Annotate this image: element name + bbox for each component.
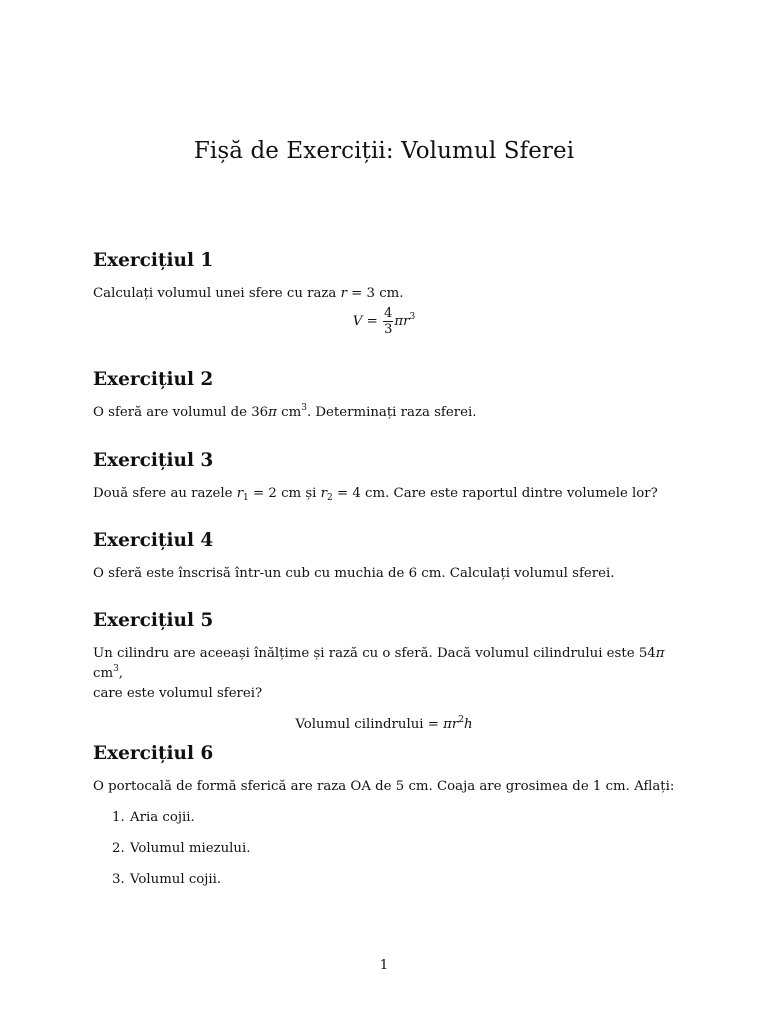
page-title: Fișă de Exerciții: Volumul Sferei (193, 138, 575, 164)
task-list (93, 808, 675, 890)
list-item: 3. Volumul cojii. (112, 872, 222, 887)
worksheet-page (93, 0, 675, 1024)
exercise-text: O sferă este înscrisă într-un cub cu muchia de 6 cm. Calculați volumul sferei. (93, 566, 615, 581)
exercise-6 (93, 742, 675, 901)
exercise-heading: Exercițiul 4 (93, 530, 214, 551)
exercise-5 (93, 609, 675, 735)
list-item: 2. Volumul miezului. (112, 841, 251, 856)
exercise-heading: Exercițiul 2 (93, 369, 214, 390)
sphere-volume-formula: V = $\frac{4}{3}$ $\pi r^3$ (352, 306, 416, 337)
exercise-2 (93, 368, 675, 423)
exercise-3 (93, 449, 675, 504)
exercise-heading: Exercițiul 3 (93, 450, 214, 471)
page-number: 1 (379, 958, 389, 973)
exercise-text: Calculați volumul unei sfere cu raza r = 3 cm. (93, 286, 404, 301)
cylinder-volume-formula: Volumul cilindrului = $\pi r^2h$ (295, 715, 473, 732)
exercise-text: O sferă are volumul de 36π $cm^3$. Determinați raza sferei. (93, 403, 477, 420)
exercise-1 (93, 249, 675, 337)
exercise-heading: Exercițiul 1 (93, 250, 214, 271)
exercise-text: Două sfere au razele $r_1 = 2$ cm și $r_2 = 4$ cm. Care este raportul dintre volumele lor? (93, 486, 658, 503)
exercise-text: Un cilindru are aceeași înălțime și rază cu o sferă. Dacă volumul cilindrului este 54π $cm^3$, care este volumul sferei? (93, 646, 665, 701)
exercise-heading: Exercițiul 6 (93, 743, 214, 764)
exercise-heading: Exercițiul 5 (93, 610, 214, 631)
exercise-4 (93, 529, 675, 584)
fraction: $\frac{4}{3}$ (383, 306, 393, 337)
list-item: 1. Aria cojii. (112, 810, 195, 825)
exercise-text: O portocală de formă sferică are raza OA de 5 cm. Coaja are grosimea de 1 cm. Aflați: (93, 779, 675, 794)
